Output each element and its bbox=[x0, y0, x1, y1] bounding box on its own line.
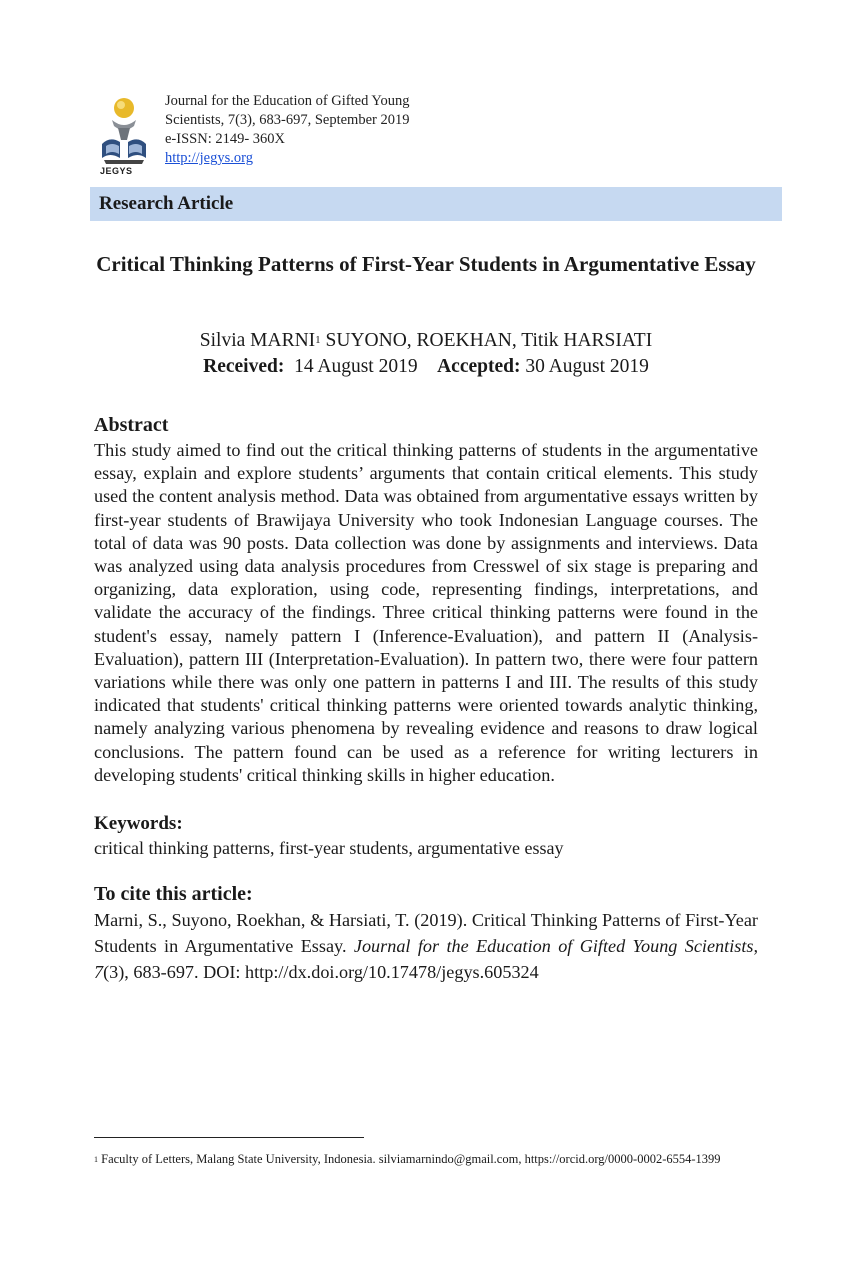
citation-text-after: (3), 683-697. DOI: http://dx.doi.org/10.17478/jegys.605324 bbox=[103, 962, 539, 982]
article-title: Critical Thinking Patterns of First-Year Students in Argumentative Essay bbox=[96, 252, 756, 276]
logo-label: JEGYS bbox=[100, 166, 133, 176]
received-label: Received: bbox=[203, 356, 285, 377]
journal-name-line1: Journal for the Education of Gifted Young bbox=[165, 93, 410, 109]
citation-body bbox=[94, 907, 758, 985]
journal-url-link[interactable]: http://jegys.org bbox=[165, 150, 253, 166]
accepted-label: Accepted: bbox=[437, 356, 521, 377]
received-date: 14 August 2019 bbox=[294, 356, 418, 377]
journal-name-line2: Scientists, 7(3), 683-697, September 2019 bbox=[165, 112, 410, 128]
article-type-bar bbox=[90, 187, 782, 221]
author-line bbox=[94, 328, 758, 354]
footnote-mark: 1 bbox=[94, 1155, 98, 1164]
journal-issn: e-ISSN: 2149- 360X bbox=[165, 131, 286, 147]
accepted-date: 30 August 2019 bbox=[525, 356, 649, 377]
citation-journal: Journal for the Education of Gifted Young Scientists, 7 bbox=[94, 936, 759, 982]
keywords-heading: Keywords: bbox=[94, 813, 183, 834]
author-rest: SUYONO, ROEKHAN, Titik HARSIATI bbox=[320, 330, 653, 351]
article-type-label: Research Article bbox=[99, 193, 234, 214]
dates-line bbox=[94, 354, 758, 380]
citation-text-before: Marni, S., Suyono, Roekhan, & Harsiati, T. (2019). Critical Thinking Patterns of First-Year Students in Argumentative Essay. bbox=[94, 910, 758, 956]
author-first: Silvia MARNI bbox=[199, 330, 316, 351]
abstract-heading: Abstract bbox=[94, 414, 169, 436]
footnote-divider bbox=[94, 1137, 364, 1138]
footnote-text: Faculty of Letters, Malang State University, Indonesia. silviamarnindo@gmail.com, https://orcid.org/0000-0002-6554-1399 bbox=[98, 1152, 721, 1166]
footnote bbox=[94, 1151, 758, 1168]
journal-header bbox=[94, 92, 594, 182]
author-footnote-mark[interactable]: 1 bbox=[315, 334, 321, 346]
keywords-list: critical thinking patterns, first-year students, argumentative essay bbox=[94, 838, 564, 858]
citation-heading: To cite this article: bbox=[94, 883, 253, 905]
abstract-body: This study aimed to find out the critical thinking patterns of students in the argumentative essay, explain and explore students’ arguments that contain critical elements. This study used the content analysis method. Data was obtained from argumentative essays written by first-year students of Brawijaya University who took Indonesian Language courses. The total of data was 90 posts. Data collection was done by assignments and interviews. Data was analyzed using data analysis procedures from Cresswel of six stage is preparing and organizing, data exploration, using code, representing findings, interpretations, and validate the accuracy of the findings. Three critical thinking patterns were found in the student's essay, namely pattern I (Inference-Evaluation), and pattern II (Analysis-Evaluation), pattern III (Interpretation-Evaluation). In pattern two, there were four pattern variations while there was only one pattern in patterns I and III. The results of this study indicated that students' critical thinking patterns were oriented towards analytic thinking, namely analyzing various phenomena by revealing evidence and reasons to draw logical conclusions. The pattern found can be used as a reference for writing lecturers in developing students' critical thinking skills in higher education. bbox=[94, 440, 758, 785]
journal-info bbox=[165, 92, 409, 168]
jegys-logo bbox=[94, 94, 156, 180]
